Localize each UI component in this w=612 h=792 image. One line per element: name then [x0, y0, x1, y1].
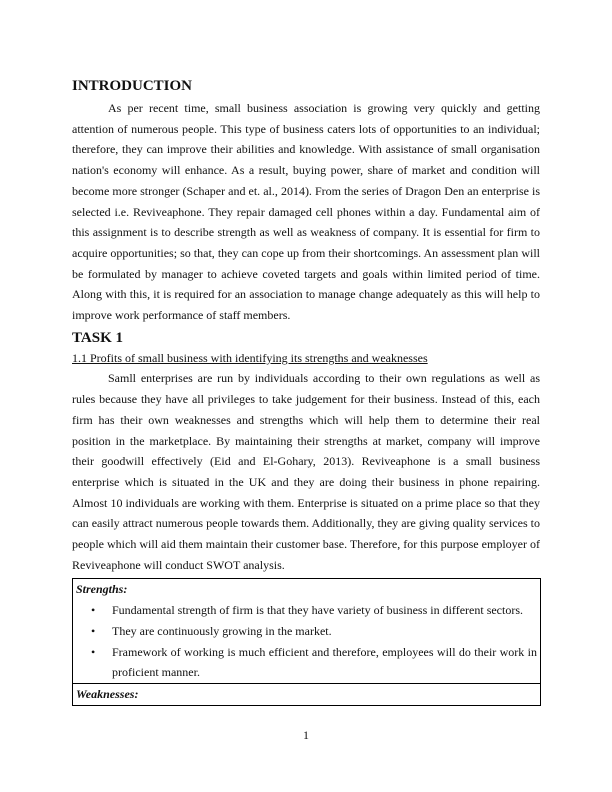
introduction-paragraph: As per recent time, small business association is growing very quickly and getting attention of numerous people. This type of business caters lots of opportunities to an individual; therefore, they can improve their abilities and knowledge. With assistance of small organisation nation's economy will enhance. As a result, buying power, share of market and condition will become more stronger (Schaper and et. al., 2014). From the series of Dragon Den an enterprise is selected i.e. Reviveaphone. They repair damaged cell phones within a day. Fundamental aim of this assignment is to describe strength as well as weakness of company. It is essential for firm to acquire opportunities; so that, they can cope up from their shortcomings. An assessment plan will be formulated by manager to achieve coveted targets and goals within limited period of time. Along with this, it is required for an association to manage change adequately as this will help to improve work performance of staff members. — [72, 101, 540, 323]
list-item: • Framework of working is much efficient and therefore, employees will do their work in proficient manner. — [112, 642, 537, 683]
strengths-list — [76, 600, 537, 683]
weaknesses-row — [73, 683, 541, 705]
list-item: • Fundamental strength of firm is that they have variety of business in different sectors. — [112, 600, 537, 621]
document-page — [72, 76, 540, 706]
page-number: 1 — [303, 728, 309, 742]
task1-heading: TASK 1 — [72, 329, 123, 346]
bullet-icon: • — [91, 644, 96, 659]
bullet-icon: • — [91, 603, 96, 618]
strengths-label: Strengths: — [76, 582, 128, 597]
swot-table — [72, 578, 541, 705]
task1-paragraph: Samll enterprises are run by individuals according to their own regulations as well as rules because they have all privileges to take judgement for their business. Instead of this, each firm has their own weaknesses and strengths which will help them to determine their real position in the marketplace. By maintaining their strengths at market, company will improve their goodwill effectively (Eid and El-Gohary, 2013). Reviveaphone is a small business enterprise which is situated in the UK and they are doing their business in phone repairing. Almost 10 individuals are working with them. Enterprise is situated on a prime place so that they can easily attract numerous people towards them. Additionally, they are giving quality services to people which will aid them maintain their customer base. Therefore, for this purpose employer of Reviveaphone will conduct SWOT analysis. — [72, 371, 540, 572]
weaknesses-label: Weaknesses: — [76, 686, 139, 701]
list-item: • They are continuously growing in the market. — [112, 621, 537, 642]
bullet-icon: • — [91, 623, 96, 638]
task1-subheading: 1.1 Profits of small business with identifying its strengths and weaknesses — [72, 350, 428, 365]
introduction-heading: INTRODUCTION — [72, 78, 193, 94]
strengths-row — [73, 579, 541, 684]
